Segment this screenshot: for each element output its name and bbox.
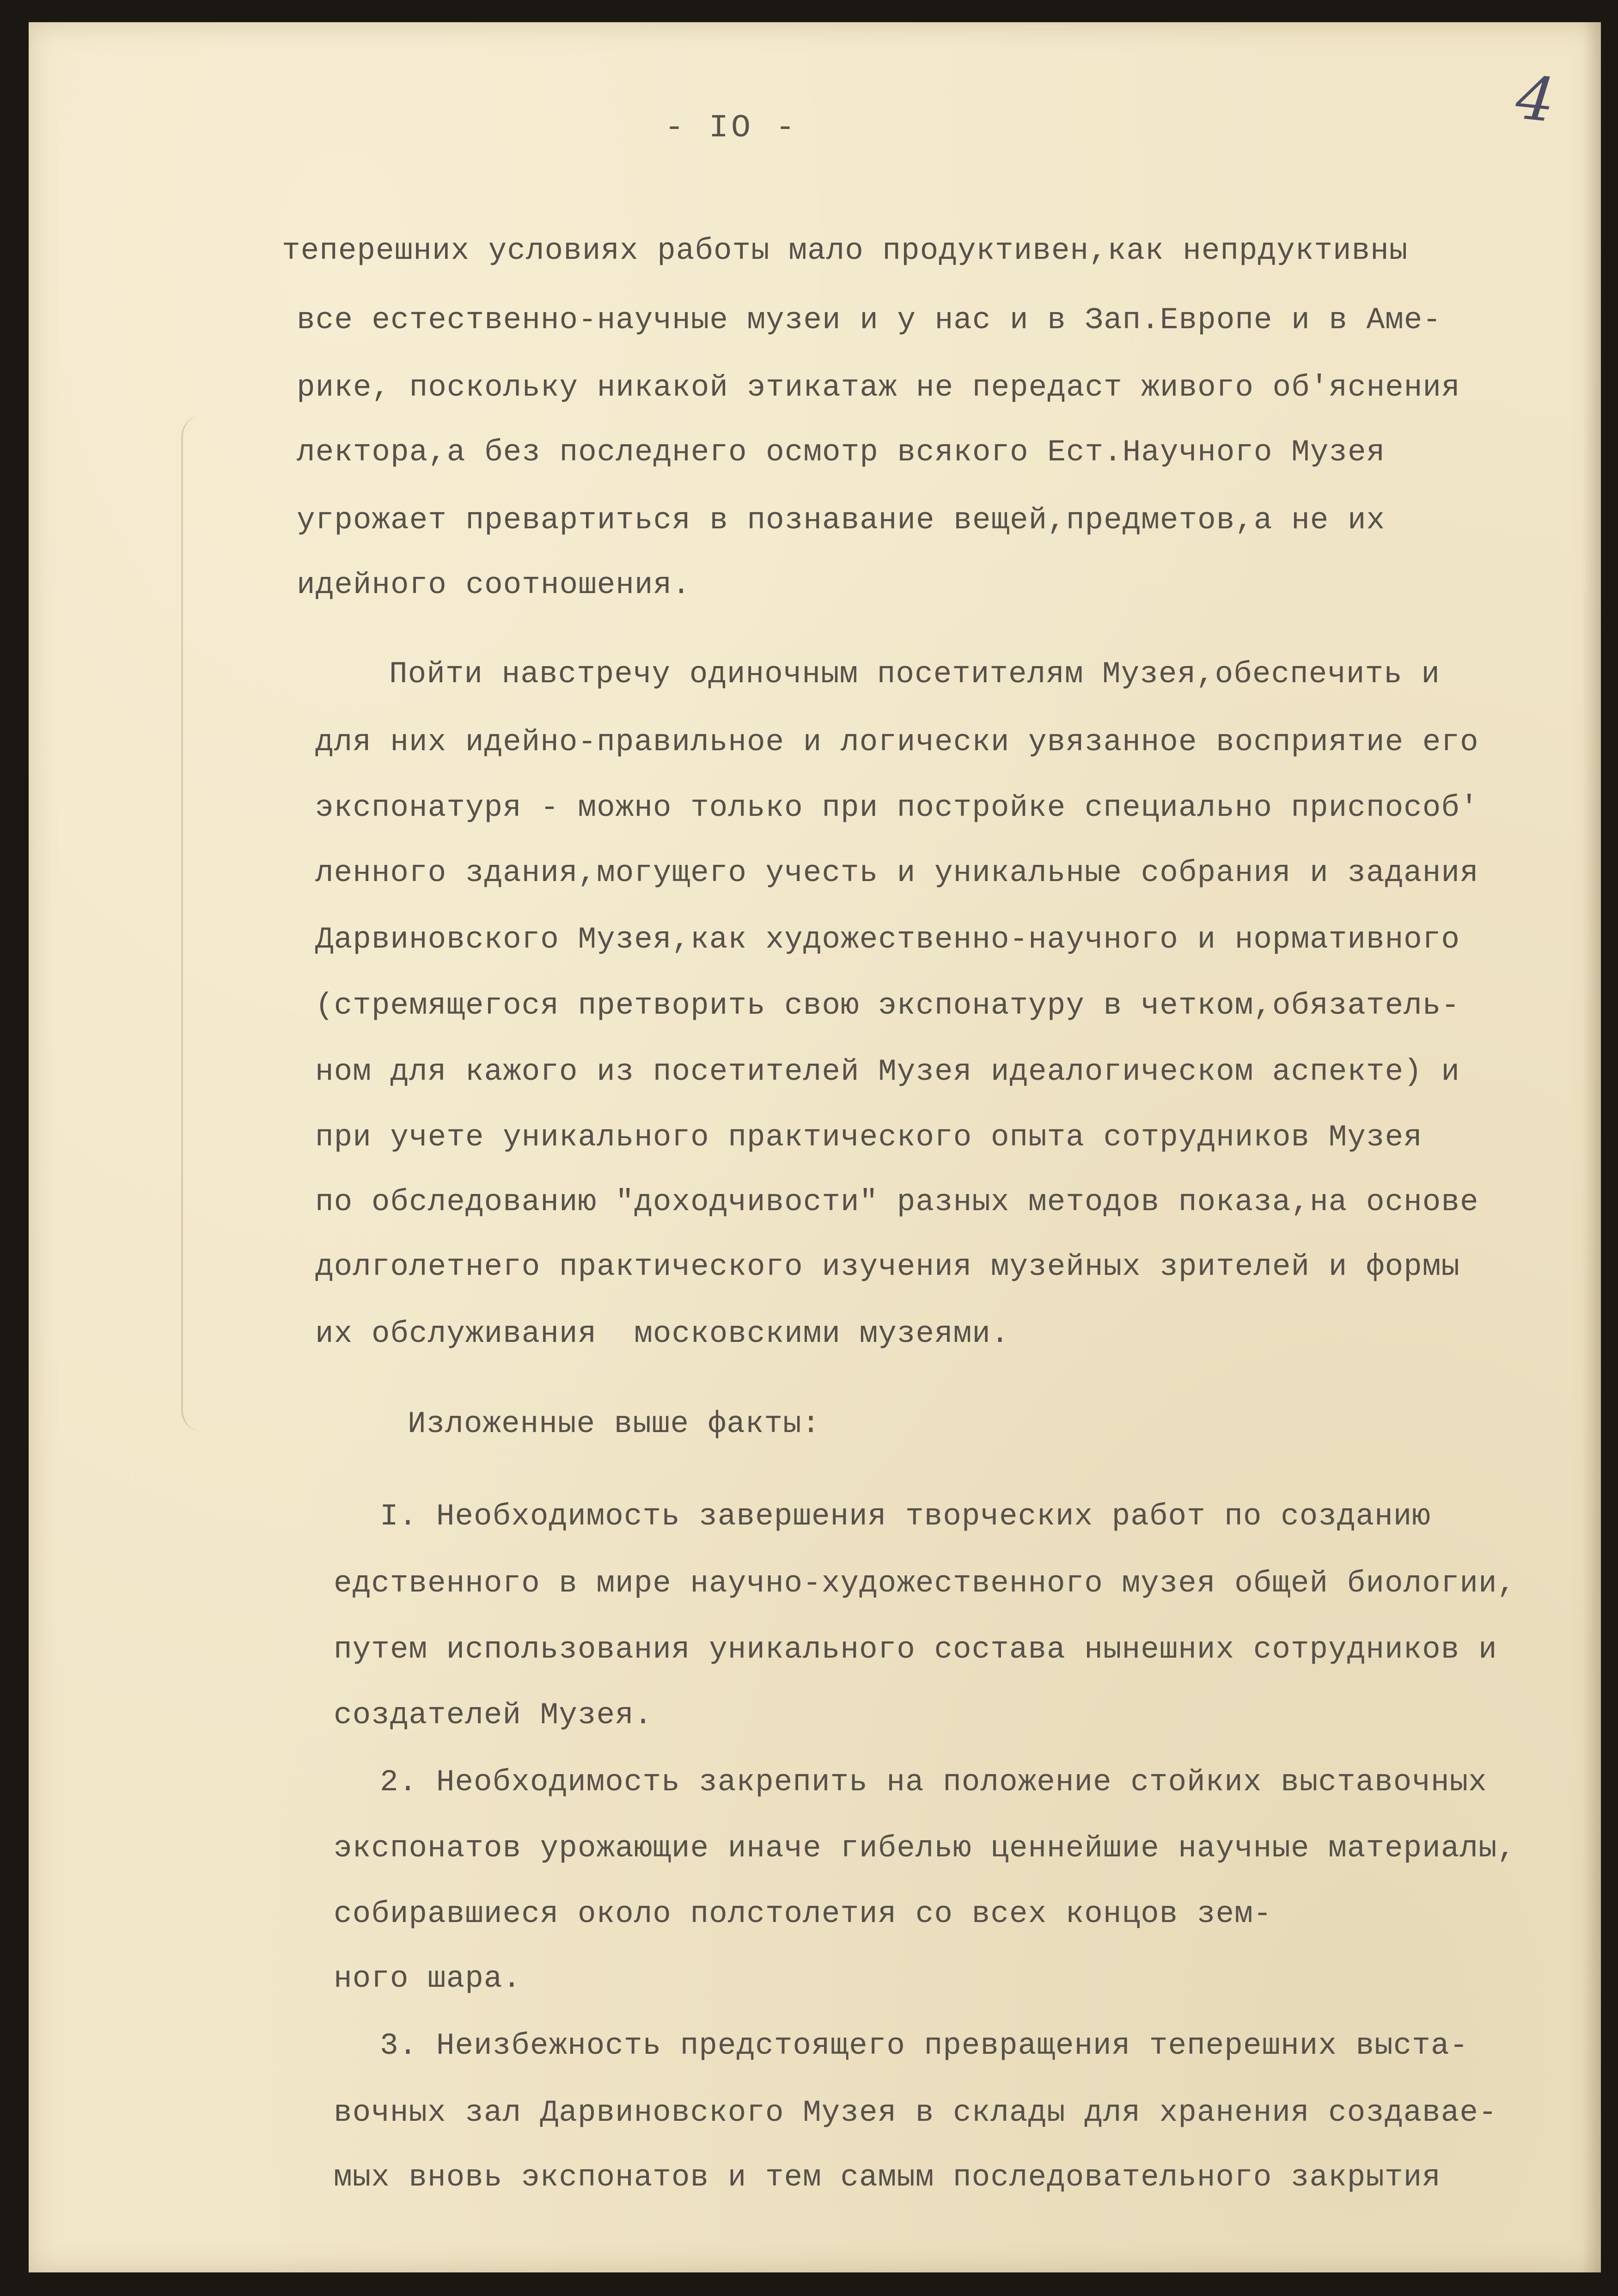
text-line: путем использования уникального состава нынешних сотрудников и	[334, 1632, 1497, 1667]
text-line: теперешних условиях работы мало продуктивен,как непрдуктивны	[282, 233, 1408, 268]
text-line: экспонатуря - можно только при постройке специально приспособ'	[315, 790, 1479, 825]
text-line: I. Необходимость завершения творческих работ по созданию	[380, 1499, 1431, 1534]
text-line: угрожает превартиться в познавание вещей,предметов,а не их	[297, 503, 1386, 538]
text-line: Изложенные выше факты:	[408, 1407, 821, 1441]
text-line: лектора,а без последнего осмотр всякого Ест.Научного Музея	[297, 435, 1386, 470]
text-line: ного шара.	[334, 1961, 522, 1996]
page-number: - IO -	[664, 110, 798, 147]
text-line: все естественно-научные музеи и у нас и в Зап.Европе и в Аме-	[297, 303, 1441, 337]
document-page	[29, 22, 1601, 2272]
document-body	[29, 22, 1601, 2272]
text-line: вочных зал Дарвиновского Музея в склады для хранения создавае-	[334, 2095, 1497, 2130]
text-line: по обследованию "доходчивости" разных методов показа,на основе	[315, 1185, 1479, 1219]
text-line: создателей Музея.	[334, 1698, 653, 1733]
text-line: едственного в мире научно-художественного музея общей биологии,	[334, 1566, 1516, 1601]
text-line: рике, поскольку никакой этикатаж не передаст живого об'яснения	[297, 370, 1460, 405]
text-line: идейного соотношения.	[297, 568, 691, 602]
text-line: долголетнего практического изучения музейных зрителей и формы	[315, 1249, 1460, 1284]
text-line: 3. Неизбежность предстоящего превращения теперешних выста-	[380, 2028, 1469, 2063]
text-line: экспонатов урожающие иначе гибелью ценнейшие научные материалы,	[334, 1831, 1516, 1866]
text-line: ленного здания,могущего учесть и уникальные собрания и задания	[315, 856, 1479, 890]
text-line: мых вновь экспонатов и тем самым последовательного закрытия	[334, 2160, 1441, 2195]
text-line: 2. Необходимость закрепить на положение стойких выставочных	[380, 1765, 1487, 1800]
text-line: при учете уникального практического опыта сотрудников Музея	[315, 1120, 1423, 1155]
text-line: Дарвиновского Музея,как художественно-научного и нормативного	[315, 922, 1460, 957]
text-line: их обслуживания московскими музеями.	[315, 1316, 1010, 1351]
folio-number: 4	[1513, 62, 1558, 136]
text-line: ном для кажого из посетителей Музея идеалогическом аспекте) и	[315, 1054, 1460, 1089]
text-line: (стремящегося претворить свою экспонатуру в четком,обязатель-	[315, 988, 1460, 1023]
text-line: для них идейно-правильное и логически увязанное восприятие его	[315, 725, 1479, 759]
text-line: собиравшиеся около полстолетия со всех концов зем-	[334, 1897, 1272, 1931]
text-line: Пойти навстречу одиночным посетителям Музея,обеспечить и	[389, 657, 1440, 692]
